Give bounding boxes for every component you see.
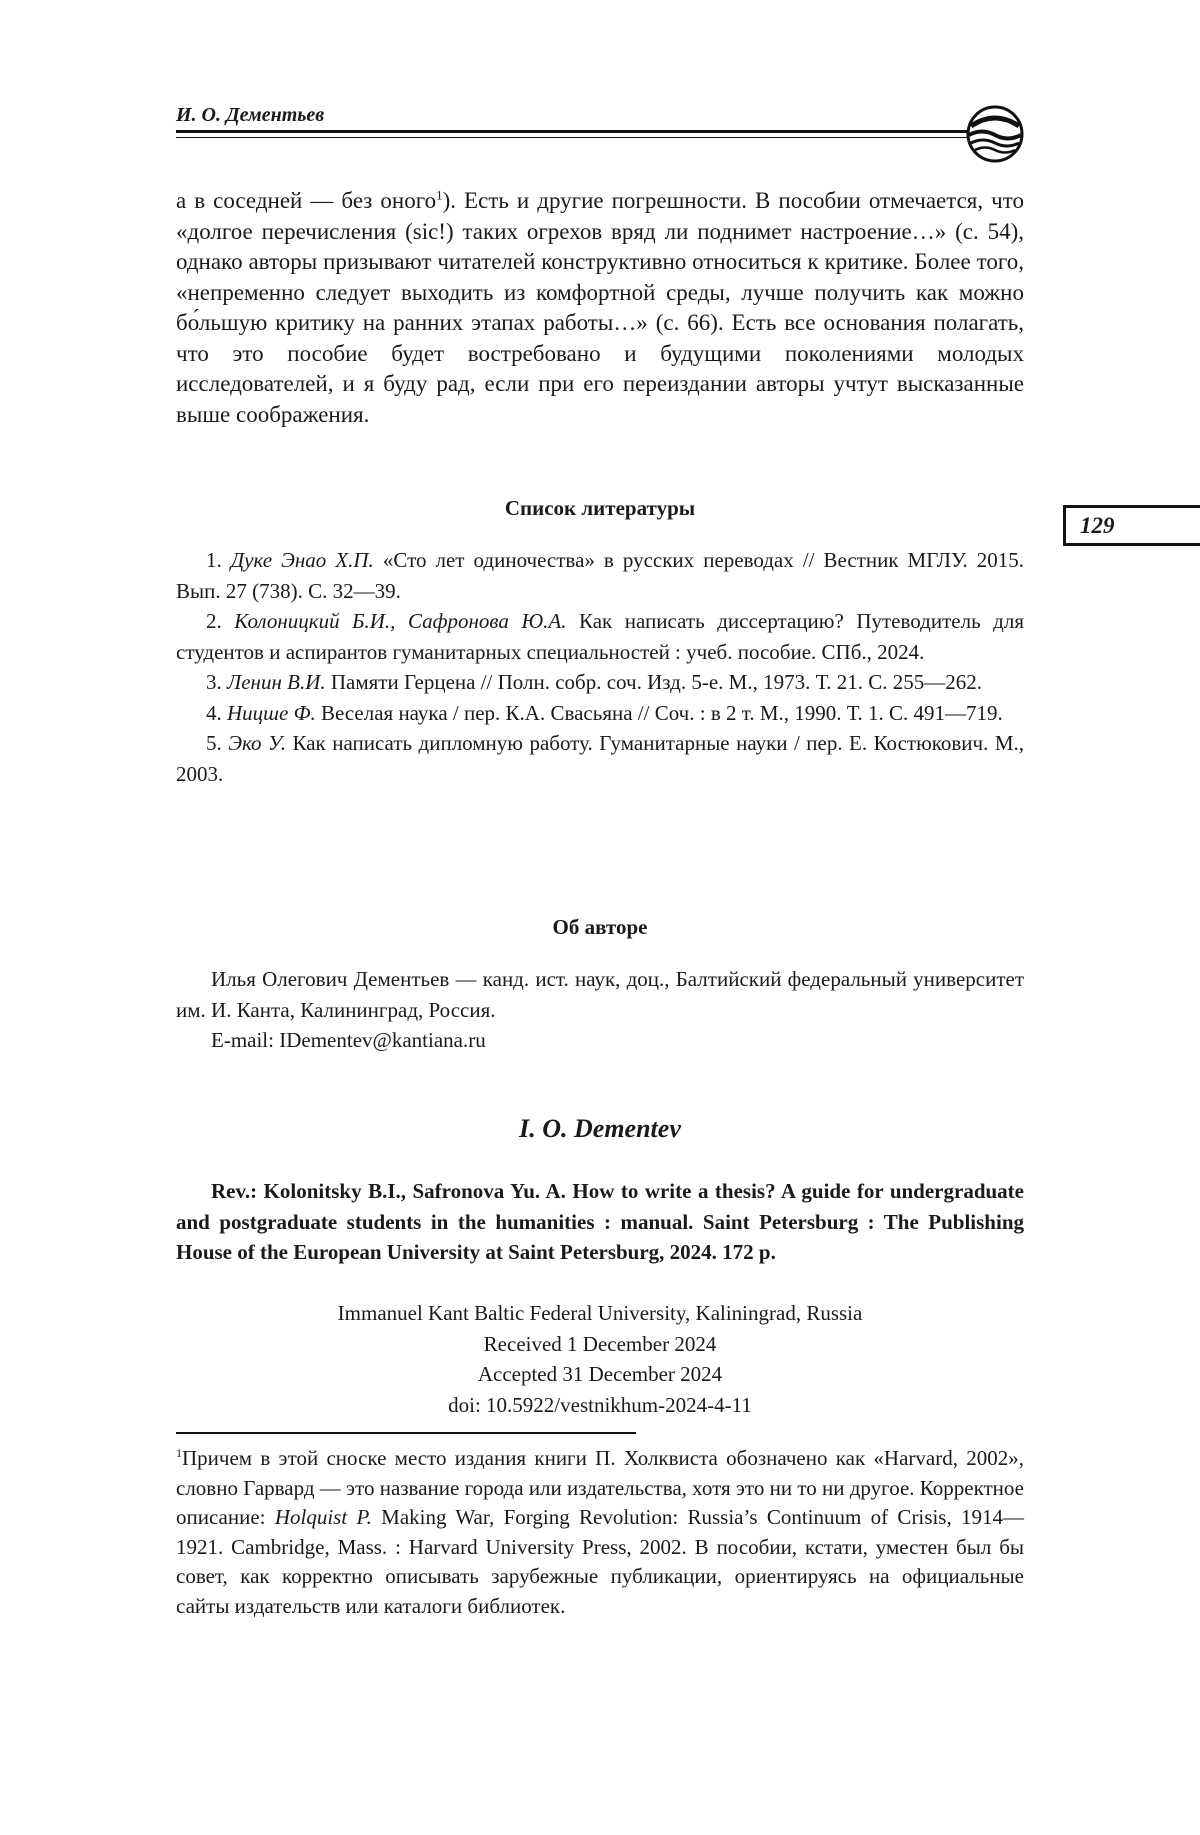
closing-paragraph-part1: а в соседней — без оного	[176, 188, 437, 213]
reference-text: Веселая наука / пер. К.А. Свасьяна // Соч. : в 2 т. М., 1990. Т. 1. С. 491—719.	[320, 700, 1003, 725]
closing-paragraph-part2: ). Есть и другие погрешности. В пособии отмечается, что «долгое перечисления (sic!) таких огрехов вряд ли поднимет настроение…» (с. 54), однако авторы призывают читателей конструктивно относиться к критике. Более того, «непременно следует выходить из комфортной среды, лучше получить как можно бо́льшую критику на ранних этапах работы…» (с. 66). Есть все основания полагать, что это пособие будет востребовано и будущими поколениями молодых исследователей, и я буду рад, если при его переиздании авторы учтут высказанные выше соображения.	[176, 188, 1024, 427]
accepted-date: Accepted 31 December 2024	[477, 1362, 723, 1386]
reference-text: Памяти Герцена // Полн. собр. соч. Изд. 5-е. М., 1973. Т. 21. С. 255—262.	[330, 670, 983, 694]
received-date: Received 1 December 2024	[483, 1331, 717, 1356]
reference-item: 4. Ницше Ф. Веселая наука / пер. К.А. Свасьяна // Соч. : в 2 т. М., 1990. Т. 1. С. 491—719.	[206, 700, 1003, 725]
author-bio: Илья Олегович Дементьев — канд. ист. наук, доц., Балтийский федеральный университет им. И. Канта, Калининград, Россия.	[176, 967, 1024, 1022]
header-rule-thick	[176, 130, 971, 133]
reference-text: «Сто лет одиночества» в русских переводах // Вестник МГЛУ. 2015. Вып. 27 (738). С. 32—39.	[176, 548, 1024, 603]
affiliation: Immanuel Kant Baltic Federal University, Kaliningrad, Russia	[337, 1301, 863, 1325]
doi: doi: 10.5922/vestnikhum-2024-4-11	[448, 1392, 752, 1417]
footnote-rule	[176, 1432, 636, 1434]
about-author-heading: Об авторе	[552, 915, 648, 939]
references-heading: Список литературы	[504, 496, 696, 520]
footnote-text-part2: Making War, Forging Revolution: Russia’s Continuum of Crisis, 1914—1921. Cambridge, Mass. : Harvard University Press, 2002. В пособии, кстати, уместен был бы совет, как корректно описывать зарубежные публикации, ориентируясь на официальные сайты издательств или каталоги библиотек.	[176, 1505, 1025, 1618]
reference-author: Ницше Ф.	[227, 700, 316, 725]
journal-wave-logo-icon	[965, 104, 1025, 164]
english-author-name: I. O. Dementev	[519, 1114, 681, 1143]
english-metadata	[176, 1298, 1024, 1420]
footnote	[176, 1444, 1024, 1621]
reference-item: 1. Дуке Энао Х.П. «Сто лет одиночества» в русских переводах // Вестник МГЛУ. 2015. Вып. 27 (738). С. 32—39.	[176, 548, 1024, 603]
header-rule-thin	[176, 137, 971, 138]
reference-author: Колоницкий Б.И., Сафронова Ю.А.	[234, 609, 567, 633]
reference-author: Дуке Энао Х.П.	[230, 548, 374, 572]
footnote-reference-mark: 1	[436, 187, 443, 203]
reference-author: Ленин В.И.	[227, 670, 326, 694]
reference-author: Эко У.	[228, 731, 287, 755]
author-email: E-mail: IDementev@kantiana.ru	[211, 1028, 486, 1052]
page-number-tab: 129	[1063, 505, 1200, 546]
footnote-italic-author: Holquist P.	[274, 1505, 372, 1529]
reference-item: 3. Ленин В.И. Памяти Герцена // Полн. собр. соч. Изд. 5-е. М., 1973. Т. 21. С. 255—262.	[206, 670, 983, 694]
footnote-text-part1: Причем в этой сноске место издания книги П. Холквиста обозначено как «Harvard, 2002», словно Гарвард — это название города или издательства, хотя это ни то ни другое. Корректное описание:	[176, 1446, 1024, 1529]
reference-text: Как написать диссертацию? Путеводитель для студентов и аспирантов гуманитарных специальностей : учеб. пособие. СПб., 2024.	[176, 609, 1025, 664]
running-head-author: И. О. Дементьев	[176, 104, 325, 126]
footnote-mark: 1	[176, 1446, 182, 1460]
reference-item: 2. Колоницкий Б.И., Сафронова Ю.А. Как написать диссертацию? Путеводитель для студентов и аспирантов гуманитарных специальностей : учеб. пособие. СПб., 2024.	[176, 609, 1025, 664]
reference-text: Как написать дипломную работу. Гуманитарные науки / пер. Е. Костюкович. М., 2003.	[176, 731, 1024, 786]
reference-item: 5. Эко У. Как написать дипломную работу. Гуманитарные науки / пер. Е. Костюкович. М., 2003.	[176, 731, 1024, 786]
about-author-block	[176, 964, 1024, 1056]
reference-list	[176, 545, 1024, 789]
closing-paragraph	[176, 186, 1024, 430]
english-review-title: Rev.: Kolonitsky B.I., Safronova Yu. A. How to write a thesis? A guide for undergraduate and postgraduate students in the humanities : manual. Saint Petersburg : The Publishing House of the European University at Saint Petersburg, 2024. 172 p.	[176, 1179, 1024, 1264]
